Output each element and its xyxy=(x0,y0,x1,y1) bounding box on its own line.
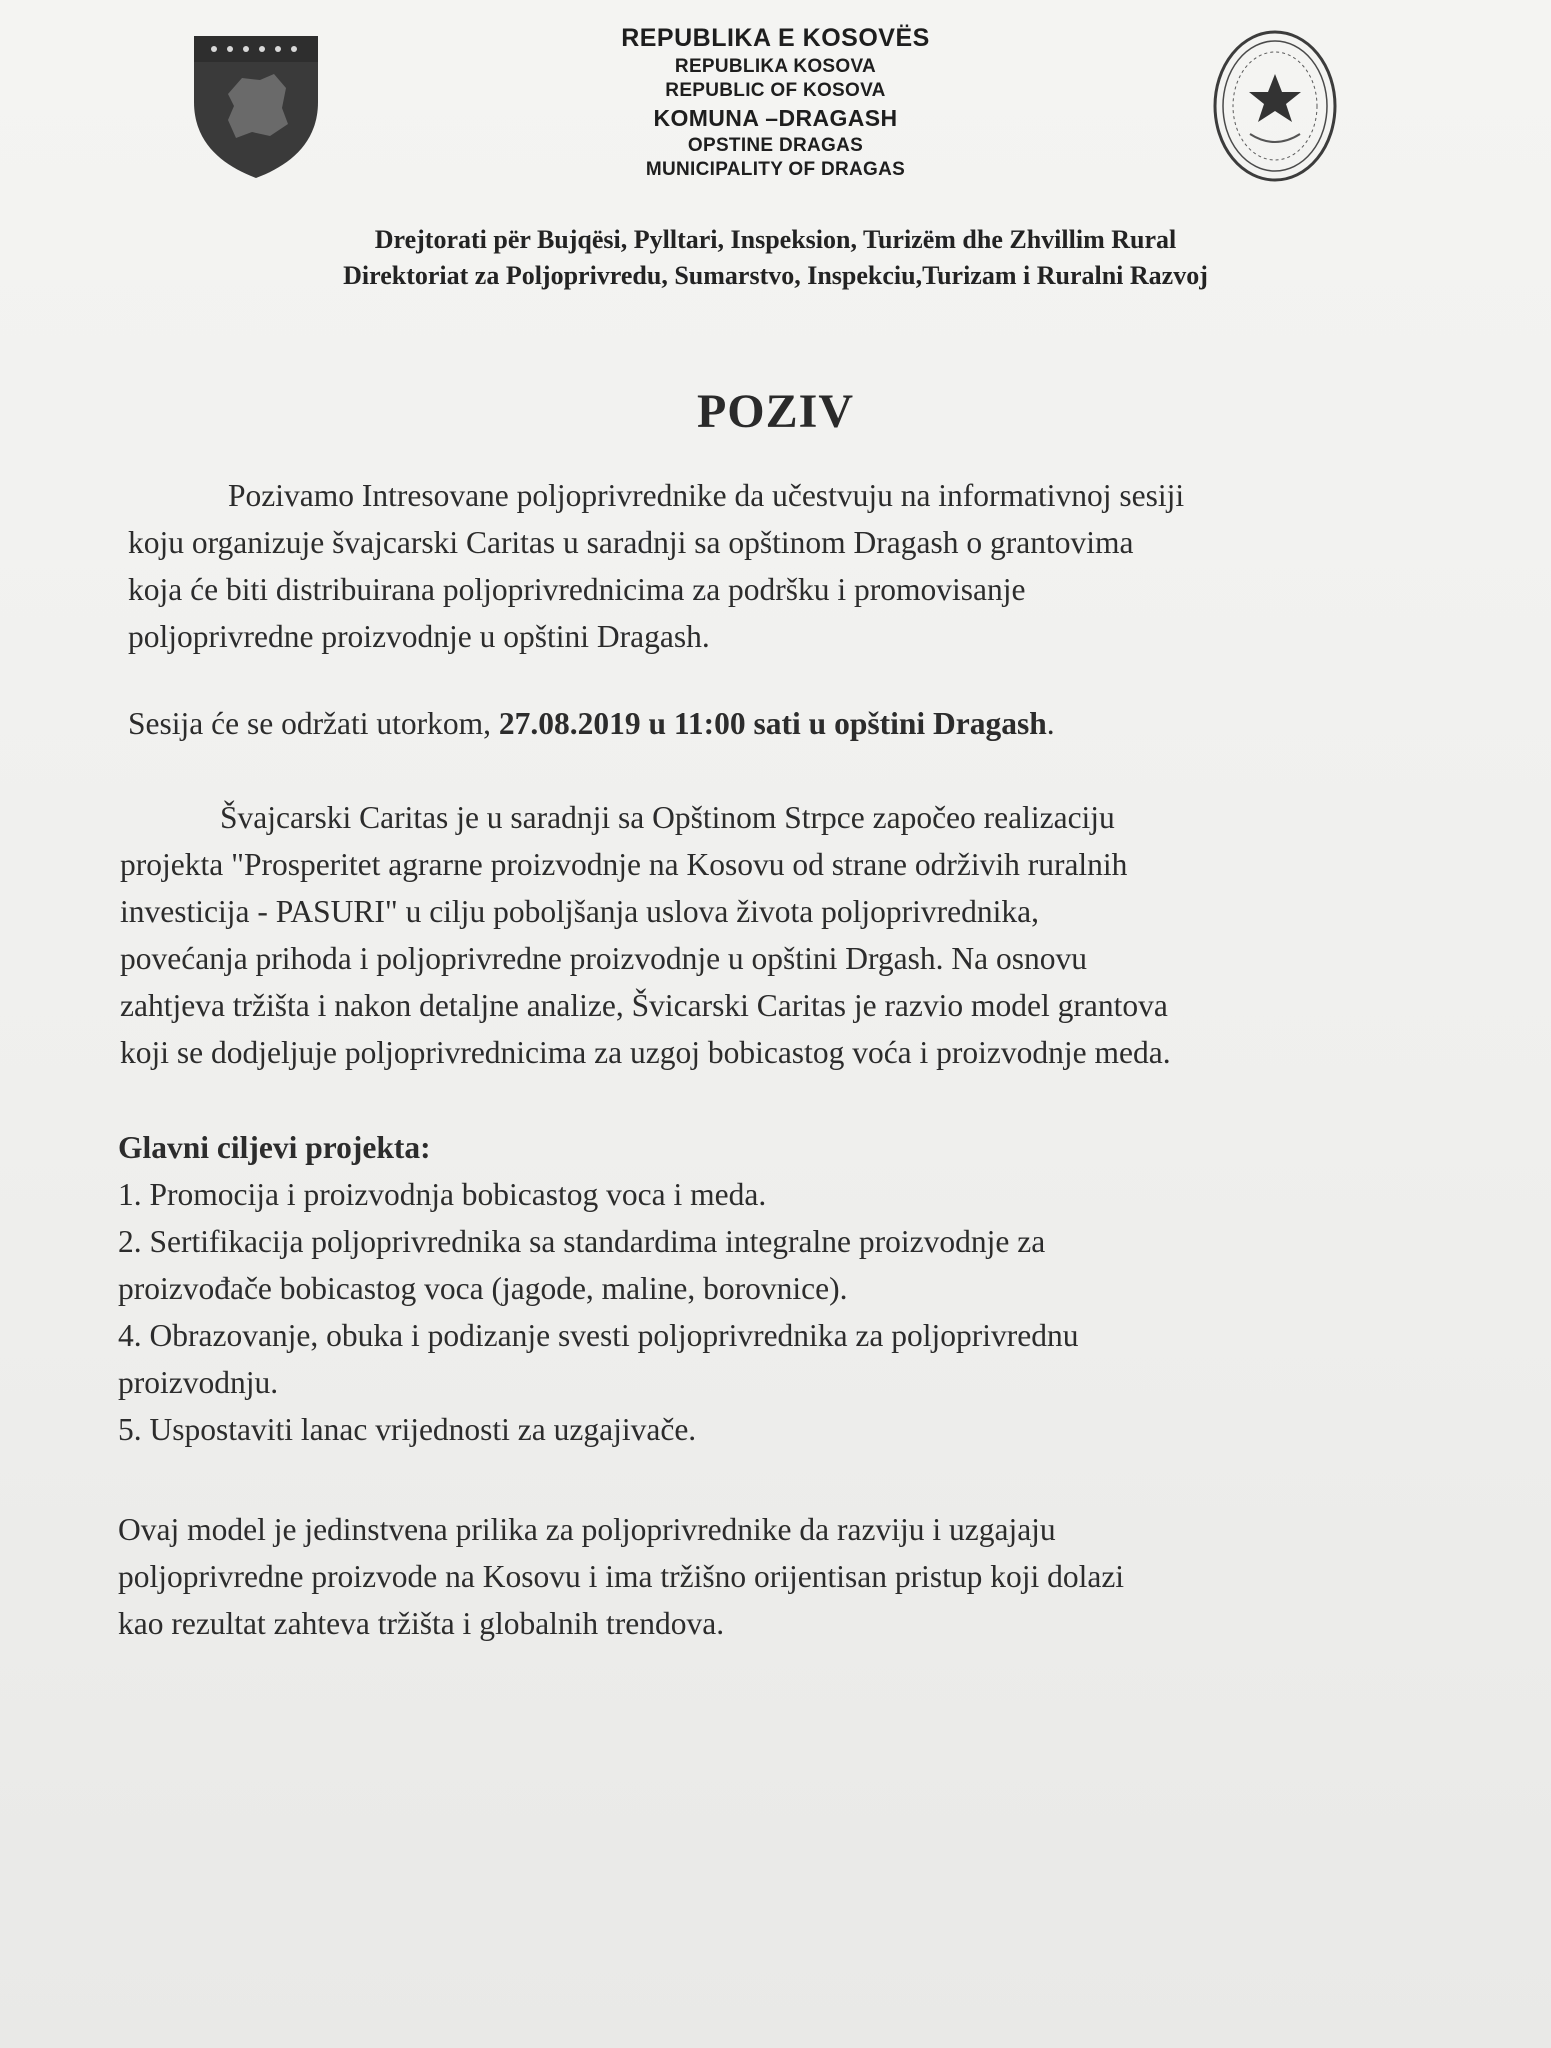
goal-item-continuation: proizvođače bobicastog voca (jagode, maline, borovnice). xyxy=(118,1271,848,1306)
session-prefix: Sesija će se održati utorkom, xyxy=(128,706,499,741)
paragraph-line: kao rezultat zahteva tržišta i globalnih trendova. xyxy=(118,1606,725,1641)
paragraph-line: investicija - PASURI" u cilju poboljšanja uslova života poljoprivrednika, xyxy=(120,894,1039,929)
letterhead xyxy=(0,22,1551,183)
paragraph-line: poljoprivredne proizvodnje u opštini Dragash. xyxy=(128,619,710,654)
directorate-line-albanian: Drejtorati për Bujqësi, Pylltari, Inspeksion, Turizëm dhe Zhvillim Rural xyxy=(374,225,1177,254)
goal-item: 5. Uspostaviti lanac vrijednosti za uzgajivače. xyxy=(118,1412,697,1447)
paragraph-line: zahtjeva tržišta i nakon detaljne analize, Švicarski Caritas je razvio model grantova xyxy=(120,988,1168,1023)
closing-paragraph xyxy=(118,1506,1124,1647)
header-line-republika-kosova: REPUBLIKA KOSOVA xyxy=(674,55,877,77)
session-line xyxy=(128,700,1055,747)
goal-item-continuation: proizvodnju. xyxy=(118,1365,279,1400)
directorate-line-serbian: Direktoriat za Poljoprivredu, Sumarstvo, Inspekciu,Turizam i Ruralni Razvoj xyxy=(343,260,1208,290)
session-suffix: . xyxy=(1046,706,1055,741)
project-description-paragraph xyxy=(120,794,1171,1076)
invitation-paragraph xyxy=(128,472,1184,660)
header-line-komuna-dragash: KOMUNA –DRAGASH xyxy=(653,104,898,131)
project-goals xyxy=(118,1124,1078,1453)
header-line-republika-kosoves: REPUBLIKA E KOSOVËS xyxy=(621,24,930,52)
goal-item: 2. Sertifikacija poljoprivrednika sa standardima integralne proizvodnje za xyxy=(118,1224,1046,1259)
goals-heading: Glavni ciljevi projekta: xyxy=(118,1130,431,1165)
paragraph-line: Švajcarski Caritas je u saradnji sa Opštinom Strpce započeo realizaciju xyxy=(220,800,1115,835)
paragraph-line: Pozivamo Intresovane poljoprivrednike da učestvuju na informativnoj sesiji xyxy=(228,478,1185,513)
header-line-municipality: MUNICIPALITY OF DRAGAS xyxy=(645,159,906,181)
session-info xyxy=(128,700,1055,747)
paragraph-line: koji se dodjeljuje poljoprivrednicima za uzgoj bobicastog voća i proizvodnje meda. xyxy=(120,1035,1171,1070)
header-line-opstine-dragas: OPSTINE DRAGAS xyxy=(687,134,864,156)
paragraph-line: Ovaj model je jedinstvena prilika za poljoprivrednike da razviju i uzgajaju xyxy=(118,1512,1056,1547)
goal-item: 4. Obrazovanje, obuka i podizanje svesti poljoprivrednika za poljoprivrednu xyxy=(118,1318,1079,1353)
directorate-title xyxy=(0,222,1551,294)
goal-item: 1. Promocija i proizvodnja bobicastog voca i meda. xyxy=(118,1177,767,1212)
paragraph-line: povećanja prihoda i poljoprivredne proizvodnje u opštini Drgash. Na osnovu xyxy=(120,941,1087,976)
session-date-location: 27.08.2019 u 11:00 sati u opštini Dragash xyxy=(498,706,1047,741)
paragraph-line: poljoprivredne proizvode na Kosovu i ima tržišno orijentisan pristup koji dolazi xyxy=(118,1559,1125,1594)
document-title: POZIV xyxy=(696,385,854,438)
paragraph-line: koja će biti distribuirana poljoprivrednicima za podršku i promovisanje xyxy=(128,572,1026,607)
paragraph-line: projekta "Prosperitet agrarne proizvodnje na Kosovu od strane održivih ruralnih xyxy=(120,847,1128,882)
paragraph-line: koju organizuje švajcarski Caritas u saradnji sa opštinom Dragash o grantovima xyxy=(128,525,1134,560)
header-line-republic-of-kosova: REPUBLIC OF KOSOVA xyxy=(665,80,886,102)
